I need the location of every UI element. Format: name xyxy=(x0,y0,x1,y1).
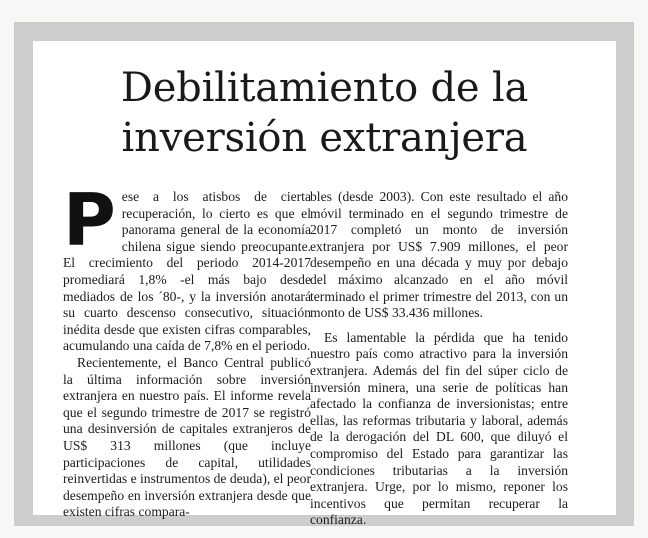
headline-line-1: Debilitamiento de la xyxy=(120,65,529,111)
column-left xyxy=(63,178,311,521)
paragraph-3: bles (desde 2003). Con este resultado el año móvil terminado en el segundo trimestre de 2017 completó un monto de inversión extranjera por US$ 7.909 millones, el peor desempeño en una década y muy por debajo del máximo alcanzado en el año móvil terminado el primer trimestre del 2013, con un monto de US$ 33.436 millones. xyxy=(310,189,568,321)
paragraph-4: Es lamentable la pérdida que ha tenido nuestro país como atractivo para la inversión extranjera. Además del fin del súper ciclo de inversión minera, una serie de políticas han afectado la confianza de inversionistas; entre ellas, las reformas tributaria y laboral, además de la derogación del DL 600, que diluyó el compromiso del Estado para garantizar las condiciones tributarias a la inversión extranjera. Urge, por lo mismo, reponer los incentivos que permitan recuperar la confianza. xyxy=(310,329,568,528)
paragraph-1-text: ese a los atisbos de cierta recuperación, lo cierto es que el panorama general de la economía chilena sigue siendo preocupante. El crecimiento del periodo 2014-2017 promediará 1,8% -el más bajo desde mediados de los ´80-, y la inversión anotará su cuarto descenso consecutivo, situación inédita desde que existen cifras comparables, acumulando una caída de 7,8% en el periodo. xyxy=(63,189,311,354)
column-right xyxy=(310,189,568,529)
headline-line-2: inversión extranjera xyxy=(121,115,528,161)
headline xyxy=(33,63,616,163)
drop-cap: P xyxy=(63,178,116,262)
newspaper-article xyxy=(33,41,616,528)
paragraph-2: Recientemente, el Banco Central publicó la última información sobre inversión extranjera en nuestro país. El informe revela que el segundo trimestre de 2017 se registró una desinversión de capitales extranjeros de US$ 313 millones (que incluye participaciones de capital, utilidades reinvertidas e instrumentos de deuda), el peor desempeño en inversión extranjera desde que existen cifras compara- xyxy=(63,354,311,520)
paragraph-1 xyxy=(63,178,311,355)
